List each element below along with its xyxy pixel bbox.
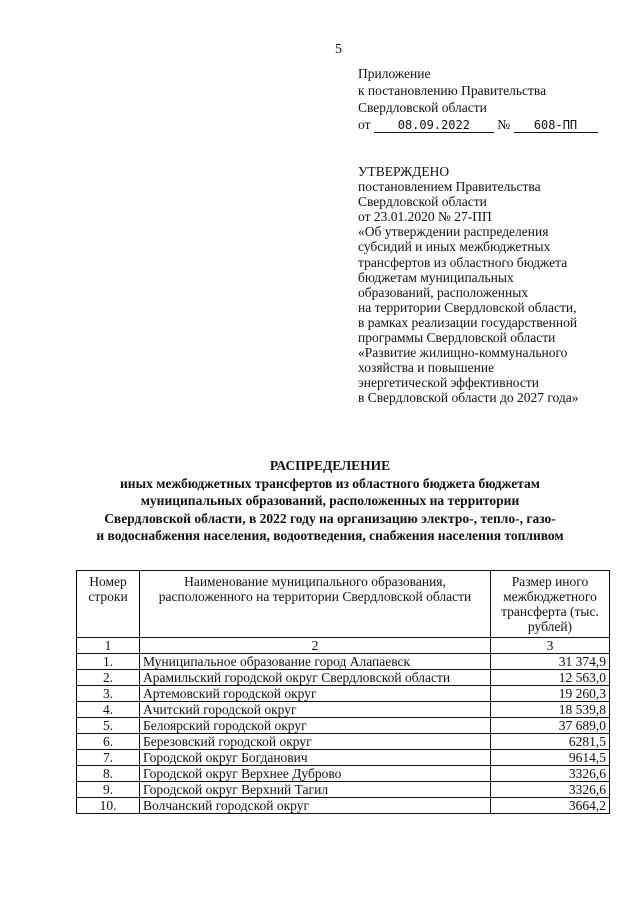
distribution-table xyxy=(76,570,610,814)
approval-line: «Развитие жилищно-коммунального xyxy=(358,345,568,361)
appendix-block xyxy=(358,65,618,133)
row-number: 5. xyxy=(77,718,140,734)
approval-line: бюджетам муниципальных xyxy=(358,269,514,285)
table-row xyxy=(77,670,610,686)
approval-line: от 23.01.2020 № 27-ПП xyxy=(358,209,492,225)
row-number: 2. xyxy=(77,670,140,686)
appendix-date-line xyxy=(358,116,618,133)
municipality-name: Волчанский городской округ xyxy=(140,798,491,814)
approval-line: в рамках реализации государственной xyxy=(358,314,578,330)
approval-line: на территории Свердловской области, xyxy=(358,299,577,315)
municipality-name: Белоярский городской округ xyxy=(140,718,491,734)
approval-line: образований, расположенных xyxy=(358,284,529,300)
approval-line: постановлением Правительства xyxy=(358,179,541,195)
column-number-row xyxy=(77,638,610,654)
heading-title: РАСПРЕДЕЛЕНИЕ xyxy=(269,458,391,473)
municipality-name: Городской округ Богданович xyxy=(140,750,491,766)
header-row-number: Номер строки xyxy=(77,571,140,638)
heading-line: иных межбюджетных трансфертов из областного бюджета бюджетам xyxy=(120,475,540,491)
approval-line: «Об утверждении распределения xyxy=(358,224,549,240)
heading-line: Свердловской области, в 2022 году на организацию электро-, тепло-, газо- xyxy=(104,510,556,526)
transfer-amount: 3326,6 xyxy=(491,766,610,782)
municipality-name: Артемовский городской округ xyxy=(140,686,491,702)
number-prefix: № xyxy=(497,117,511,132)
table-row xyxy=(77,766,610,782)
table-row xyxy=(77,782,610,798)
header-amount: Размер иного межбюджетного трансферта (тыс. рублей) xyxy=(491,571,610,638)
approval-line: программы Свердловской области xyxy=(358,330,556,346)
column-number: 3 xyxy=(491,638,610,654)
table-row xyxy=(77,798,610,814)
row-number: 7. xyxy=(77,750,140,766)
municipality-name: Муниципальное образование город Алапаевск xyxy=(140,654,491,670)
table-header-row xyxy=(77,571,610,638)
date-prefix: от xyxy=(358,117,371,132)
approval-line: субсидий и иных межбюджетных xyxy=(358,239,551,255)
transfer-amount: 37 689,0 xyxy=(491,718,610,734)
row-number: 10. xyxy=(77,798,140,814)
transfer-amount: 6281,5 xyxy=(491,734,610,750)
transfer-amount: 19 260,3 xyxy=(491,686,610,702)
table-row xyxy=(77,702,610,718)
row-number: 1. xyxy=(77,654,140,670)
appendix-line: Приложение xyxy=(358,66,431,81)
table-row xyxy=(77,686,610,702)
column-number: 1 xyxy=(77,638,140,654)
row-number: 4. xyxy=(77,702,140,718)
municipality-name: Городской округ Верхнее Дуброво xyxy=(140,766,491,782)
column-number: 2 xyxy=(140,638,491,654)
row-number: 9. xyxy=(77,782,140,798)
header-municipality: Наименование муниципального образования, расположенного на территории Свердловской области xyxy=(140,571,491,638)
row-number: 6. xyxy=(77,734,140,750)
approval-line: УТВЕРЖДЕНО xyxy=(358,164,450,179)
row-number: 3. xyxy=(77,686,140,702)
table-row xyxy=(77,718,610,734)
transfer-amount: 31 374,9 xyxy=(491,654,610,670)
appendix-line: к постановлению Правительства xyxy=(358,83,547,98)
transfer-amount: 12 563,0 xyxy=(491,670,610,686)
row-number: 8. xyxy=(77,766,140,782)
municipality-name: Березовский городской округ xyxy=(140,734,491,750)
page-number: 5 xyxy=(335,42,342,57)
transfer-amount: 3664,2 xyxy=(491,798,610,814)
municipality-name: Арамильский городской округ Свердловской области xyxy=(140,670,491,686)
transfer-amount: 18 539,8 xyxy=(491,702,610,718)
appendix-line: Свердловской области xyxy=(358,100,487,115)
heading-line: муниципальных образований, расположенных на территории xyxy=(140,493,520,508)
approval-line: хозяйства и повышение xyxy=(358,360,495,376)
approval-line: трансфертов из областного бюджета xyxy=(358,254,568,270)
approval-line: Свердловской области xyxy=(358,194,487,210)
municipality-name: Ачитский городской округ xyxy=(140,702,491,718)
approval-line: энергетической эффективности xyxy=(358,375,539,391)
decree-number: 608-ПП xyxy=(514,118,598,133)
approval-block xyxy=(358,164,618,406)
table-row xyxy=(77,654,610,670)
transfer-amount: 3326,6 xyxy=(491,782,610,798)
decree-date: 08.09.2022 xyxy=(374,118,494,133)
document-heading xyxy=(40,457,620,545)
municipality-name: Городской округ Верхний Тагил xyxy=(140,782,491,798)
heading-line: и водоснабжения населения, водоотведения, снабжения населения топливом xyxy=(96,528,564,543)
transfer-amount: 9614,5 xyxy=(491,750,610,766)
approval-line: в Свердловской области до 2027 года» xyxy=(358,390,579,406)
table-row xyxy=(77,734,610,750)
table-row xyxy=(77,750,610,766)
